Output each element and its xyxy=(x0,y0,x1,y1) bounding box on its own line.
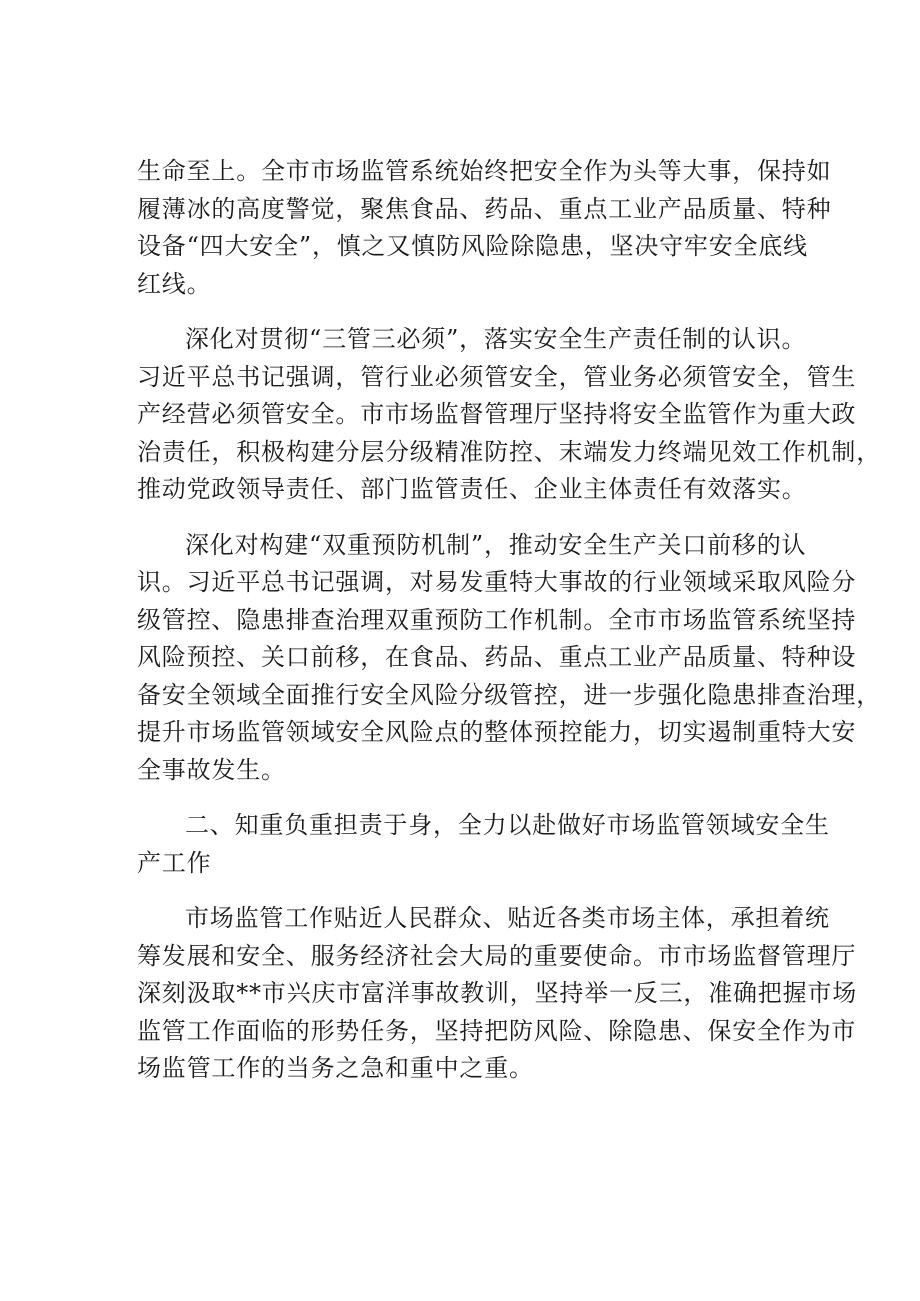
text-line: 生命至上。全市市场监管系统始终把安全作为头等大事，保持如 xyxy=(137,157,832,185)
text-line: 深化对贯彻“三管三必须”，落实安全生产责任制的认识。 xyxy=(185,325,807,353)
text-line: 提升市场监管领域安全风险点的整体预控能力，切实遏制重特大安 xyxy=(137,718,857,746)
text-line: 红线。 xyxy=(137,269,212,298)
text-line: 级管控、隐患排查治理双重预防工作机制。全市市场监管系统坚持 xyxy=(137,605,857,634)
text-line: 识。习近平总书记强调，对易发重特大事故的行业领域采取风险分 xyxy=(137,568,857,596)
text-line: 筹发展和安全、服务经济社会大局的重要使命。市市场监督管理厅 xyxy=(137,941,857,970)
paragraph-5 xyxy=(137,900,857,1088)
text-line: 风险预控、关口前移，在食品、药品、重点工业产品质量、特种设 xyxy=(137,643,857,671)
text-line: 二、知重负重担责于身，全力以赴做好市场监管领域安全生 xyxy=(185,811,830,839)
text-line: 全事故发生。 xyxy=(137,755,286,784)
text-line: 习近平总书记强调，管行业必须管安全，管业务必须管安全，管生 xyxy=(137,362,857,391)
text-line: 场监管工作的当务之急和重中之重。 xyxy=(137,1054,534,1082)
text-line: 治责任，积极构建分层分级精准防控、末端发力终端见效工作机制， xyxy=(137,437,881,466)
paragraph-3 xyxy=(137,527,881,790)
text-line: 市场监管工作贴近人民群众、贴近各类市场主体，承担着统 xyxy=(185,904,830,932)
text-line: 推动党政领导责任、部门监管责任、企业主体责任有效落实。 xyxy=(137,475,807,503)
document-body xyxy=(137,153,881,1106)
text-line: 产经营必须管安全。市市场监督管理厅坚持将安全监管作为重大政 xyxy=(137,400,857,428)
text-line: 监管工作面临的形势任务，坚持把防风险、除隐患、保安全作为市 xyxy=(137,1016,857,1045)
text-line: 备安全领域全面推行安全风险分级管控，进一步强化隐患排查治理， xyxy=(137,680,881,709)
text-line: 深化对构建“双重预防机制”，推动安全生产关口前移的认 xyxy=(185,530,807,559)
paragraph-1 xyxy=(137,153,832,303)
paragraph-2 xyxy=(137,321,881,509)
text-line: 设备“四大安全”，慎之又慎防风险除隐患，坚决守牢安全底线 xyxy=(137,232,808,260)
text-line: 产工作 xyxy=(137,848,212,877)
text-line: 履薄冰的高度警觉，聚焦食品、药品、重点工业产品质量、特种 xyxy=(137,194,832,223)
text-line: 深刻汲取**市兴庆市富洋事故教训，坚持举一反三，准确把握市场 xyxy=(137,979,857,1007)
section-heading-2 xyxy=(137,807,830,882)
